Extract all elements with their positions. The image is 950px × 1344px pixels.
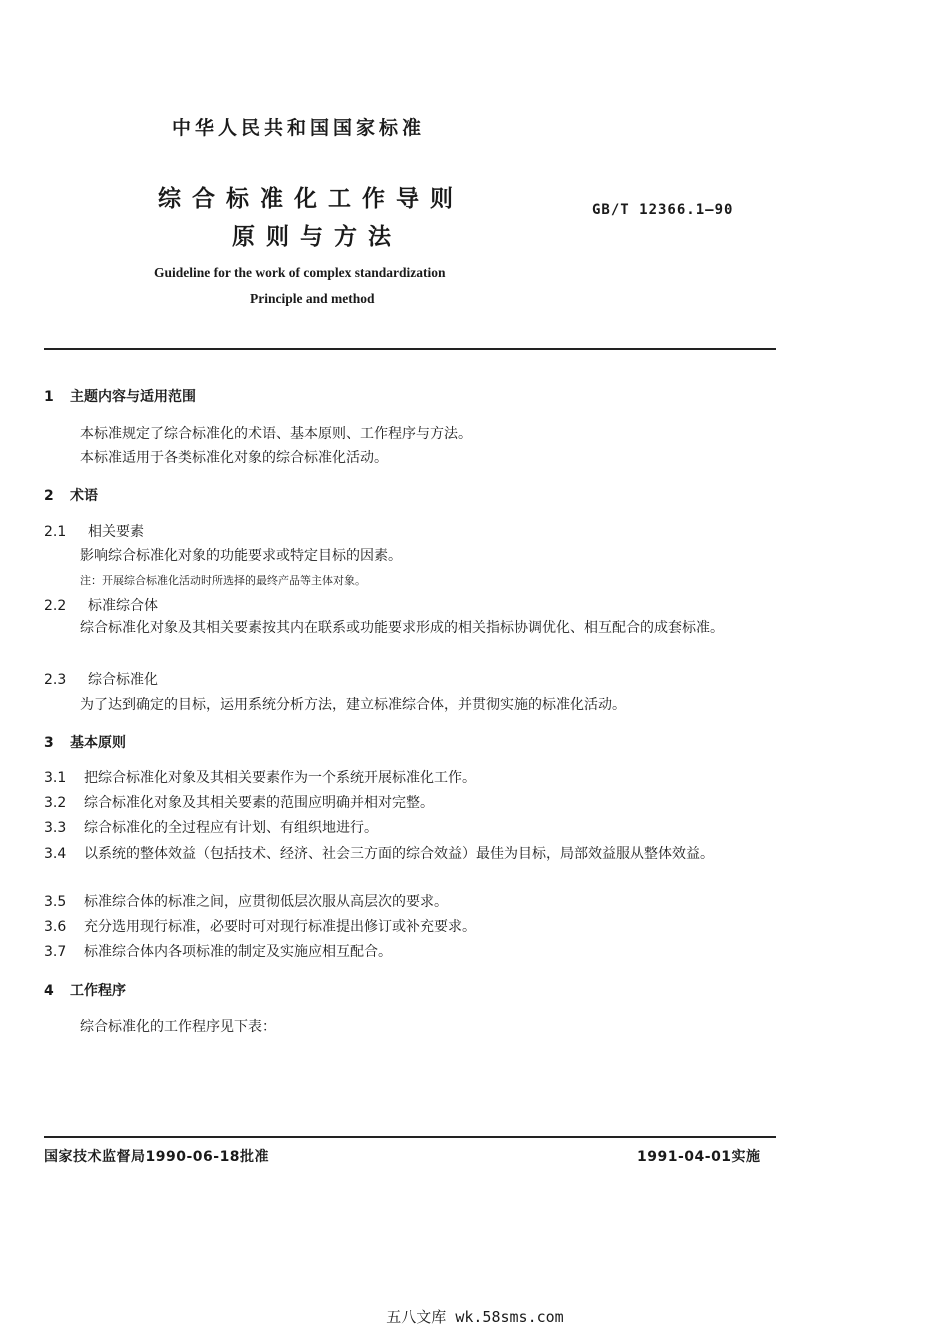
term-2-1-note: 注：开展综合标准化活动时所选择的最终产品等主体对象。: [80, 574, 366, 587]
principle-item: [44, 916, 476, 936]
english-title-line2: Principle and method: [250, 291, 375, 306]
principle-text: 以系统的整体效益（包括技术、经济、社会三方面的综合效益）最佳为目标，局部效益服从整体效益。: [84, 846, 714, 862]
document-title-line1: 综合标准化工作导则: [158, 186, 464, 212]
principle-text: 综合标准化对象及其相关要素的范围应明确并相对完整。: [84, 795, 434, 811]
section-4-para-1: 综合标准化的工作程序见下表：: [80, 1019, 276, 1035]
header-divider: [44, 348, 776, 350]
national-standard-heading: 中华人民共和国国家标准: [172, 117, 426, 139]
section-3-heading: [44, 732, 126, 752]
term-2-2-definition: 综合标准化对象及其相关要素按其内在联系或功能要求形成的相关指标协调优化、相互配合的成套标准。: [80, 620, 724, 636]
term-2-1-title: 相关要素: [88, 524, 144, 540]
section-3-number: 3: [44, 735, 54, 751]
term-2-2-heading: [44, 595, 158, 615]
section-4-number: 4: [44, 983, 54, 999]
approval-date: 国家技术监督局1990-06-18批准: [44, 1149, 270, 1165]
term-2-3-title: 综合标准化: [88, 672, 158, 688]
section-2-title: 术语: [70, 488, 98, 504]
section-1-heading: [44, 386, 196, 406]
footer-divider: [44, 1136, 776, 1138]
principle-number: 3.4: [44, 846, 67, 862]
principle-number: 3.7: [44, 944, 67, 960]
principle-text: 标准综合体内各项标准的制定及实施应相互配合。: [84, 944, 392, 960]
principle-item: [44, 842, 779, 866]
term-2-1-number: 2.1: [44, 524, 67, 540]
term-2-2-title: 标准综合体: [88, 598, 158, 614]
standard-code: GB/T 12366.1—90: [592, 202, 734, 218]
term-2-1-heading: [44, 521, 144, 541]
principle-text: 标准综合体的标准之间，应贯彻低层次服从高层次的要求。: [84, 894, 448, 910]
principle-text: 充分选用现行标准，必要时可对现行标准提出修订或补充要求。: [84, 919, 476, 935]
term-2-3-number: 2.3: [44, 672, 67, 688]
section-4-title: 工作程序: [70, 983, 126, 999]
principle-number: 3.2: [44, 795, 67, 811]
principle-item: [44, 767, 476, 787]
principle-item: [44, 891, 448, 911]
principle-number: 3.6: [44, 919, 67, 935]
principle-number: 3.5: [44, 894, 67, 910]
principle-item: [44, 817, 378, 837]
english-title-line1: Guideline for the work of complex standardization: [154, 265, 446, 280]
section-1-para-2: 本标准适用于各类标准化对象的综合标准化活动。: [80, 450, 388, 466]
term-2-3-definition: 为了达到确定的目标，运用系统分析方法，建立标准综合体，并贯彻实施的标准化活动。: [80, 697, 626, 713]
section-1-para-1: 本标准规定了综合标准化的术语、基本原则、工作程序与方法。: [80, 426, 472, 442]
principle-text: 综合标准化的全过程应有计划、有组织地进行。: [84, 820, 378, 836]
principle-item: [44, 941, 392, 961]
section-2-heading: [44, 485, 98, 505]
principle-number: 3.1: [44, 770, 67, 786]
principle-number: 3.3: [44, 820, 67, 836]
principle-text: 把综合标准化对象及其相关要素作为一个系统开展标准化工作。: [84, 770, 476, 786]
section-1-number: 1: [44, 389, 54, 405]
section-1-title: 主题内容与适用范围: [70, 389, 196, 405]
effective-date: 1991-04-01实施: [637, 1149, 761, 1165]
section-4-heading: [44, 980, 126, 1000]
term-2-3-heading: [44, 669, 158, 689]
term-2-1-definition: 影响综合标准化对象的功能要求或特定目标的因素。: [80, 548, 402, 564]
section-3-title: 基本原则: [70, 735, 126, 751]
section-2-number: 2: [44, 488, 54, 504]
document-title-line2: 原则与方法: [232, 224, 402, 250]
term-2-2-number: 2.2: [44, 598, 67, 614]
watermark: 五八文库 wk.58sms.com: [386, 1308, 564, 1326]
principle-item: [44, 792, 434, 812]
